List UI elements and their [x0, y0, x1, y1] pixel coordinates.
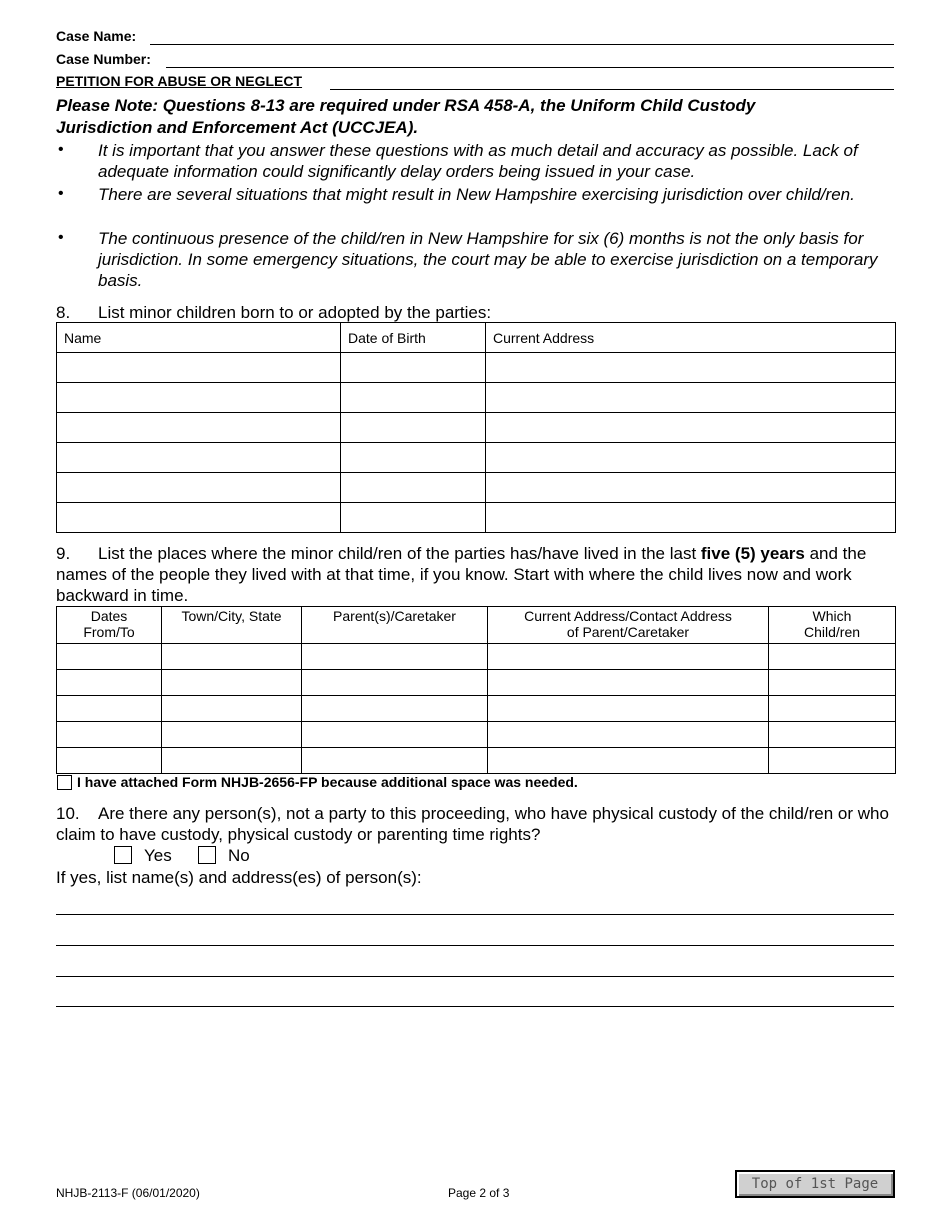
q9-text-bold: five (5) years	[700, 544, 805, 563]
q8-text: List minor children born to or adopted by the parties:	[98, 303, 492, 322]
form-id: NHJB-2113-F (06/01/2020)	[56, 1186, 200, 1200]
col-address: Current Address	[486, 323, 896, 353]
table-row[interactable]	[57, 748, 896, 774]
no-checkbox[interactable]	[198, 846, 216, 864]
table-row[interactable]	[57, 383, 896, 413]
answer-line[interactable]	[56, 914, 894, 915]
header-divider	[330, 89, 894, 90]
q10-text	[56, 803, 894, 845]
answer-line[interactable]	[56, 1006, 894, 1007]
no-label: No	[228, 846, 250, 865]
bullet-marker: •	[58, 229, 64, 246]
q9-text-before: List the places where the minor child/ren of the parties has/have lived in the last	[98, 544, 701, 563]
q10-number: 10.	[56, 804, 80, 823]
bullet-presence: The continuous presence of the child/ren in New Hampshire for six (6) months is not the only basis for jurisdiction. In some emergency situations, the court may be able to exercise jurisdiction on a temporary basis.	[98, 229, 878, 290]
table-header-row	[57, 607, 896, 644]
case-name-field[interactable]	[150, 44, 894, 45]
q9-number: 9.	[56, 544, 71, 563]
page-number: Page 2 of 3	[448, 1186, 510, 1200]
case-name-label: Case Name:	[56, 28, 137, 44]
attach-form-label: I have attached Form NHJB-2656-FP because additional space was needed.	[77, 774, 578, 790]
table-row[interactable]	[57, 503, 896, 533]
note-line-2: Jurisdiction and Enforcement Act (UCCJEA).	[56, 118, 419, 137]
top-of-first-page-button[interactable]: Top of 1st Page	[735, 1170, 895, 1198]
q9-text-after: and the names of the people they lived with at that time, if you know. Start with where the child lives now and work backward in time.	[56, 544, 867, 605]
answer-line[interactable]	[56, 976, 894, 977]
col-name: Name	[57, 323, 341, 353]
table-header-row	[57, 323, 896, 353]
col-dob: Date of Birth	[341, 323, 486, 353]
bullet-marker: •	[58, 141, 64, 158]
col-contact-address: Current Address/Contact Address of Parent/Caretaker	[488, 607, 769, 644]
attach-form-checkbox[interactable]	[57, 775, 72, 790]
bullet-marker: •	[58, 185, 64, 202]
table-row[interactable]	[57, 644, 896, 670]
bullet-accuracy: It is important that you answer these questions with as much detail and accuracy as possible. Lack of adequate information could significantly delay orders being issued in your case.	[98, 141, 858, 181]
residence-table	[56, 606, 896, 774]
children-table	[56, 322, 896, 533]
case-number-label: Case Number:	[56, 51, 151, 67]
q10-followup: If yes, list name(s) and address(es) of person(s):	[56, 868, 422, 887]
q9-text	[56, 543, 894, 606]
table-row[interactable]	[57, 353, 896, 383]
yes-checkbox[interactable]	[114, 846, 132, 864]
table-row[interactable]	[57, 443, 896, 473]
uccjea-note	[56, 95, 906, 139]
table-row[interactable]	[57, 696, 896, 722]
col-dates: Dates From/To	[57, 607, 162, 644]
col-which-child: Which Child/ren	[769, 607, 896, 644]
q8-number: 8.	[56, 303, 71, 322]
col-town: Town/City, State	[162, 607, 302, 644]
table-row[interactable]	[57, 413, 896, 443]
yes-label: Yes	[144, 846, 172, 865]
note-line-1: Please Note: Questions 8-13 are required under RSA 458-A, the Uniform Child Custody	[56, 96, 756, 115]
table-row[interactable]	[57, 722, 896, 748]
q10-text-body: Are there any person(s), not a party to this proceeding, who have physical custody of the child/ren or who claim to have custody, physical custody or parenting time rights?	[56, 804, 889, 844]
bullet-jurisdiction: There are several situations that might result in New Hampshire exercising jurisdiction over child/ren.	[98, 185, 855, 204]
col-parent: Parent(s)/Caretaker	[302, 607, 488, 644]
table-row[interactable]	[57, 670, 896, 696]
answer-line[interactable]	[56, 945, 894, 946]
table-row[interactable]	[57, 473, 896, 503]
case-number-field[interactable]	[166, 67, 894, 68]
form-title: PETITION FOR ABUSE OR NEGLECT	[56, 73, 303, 89]
